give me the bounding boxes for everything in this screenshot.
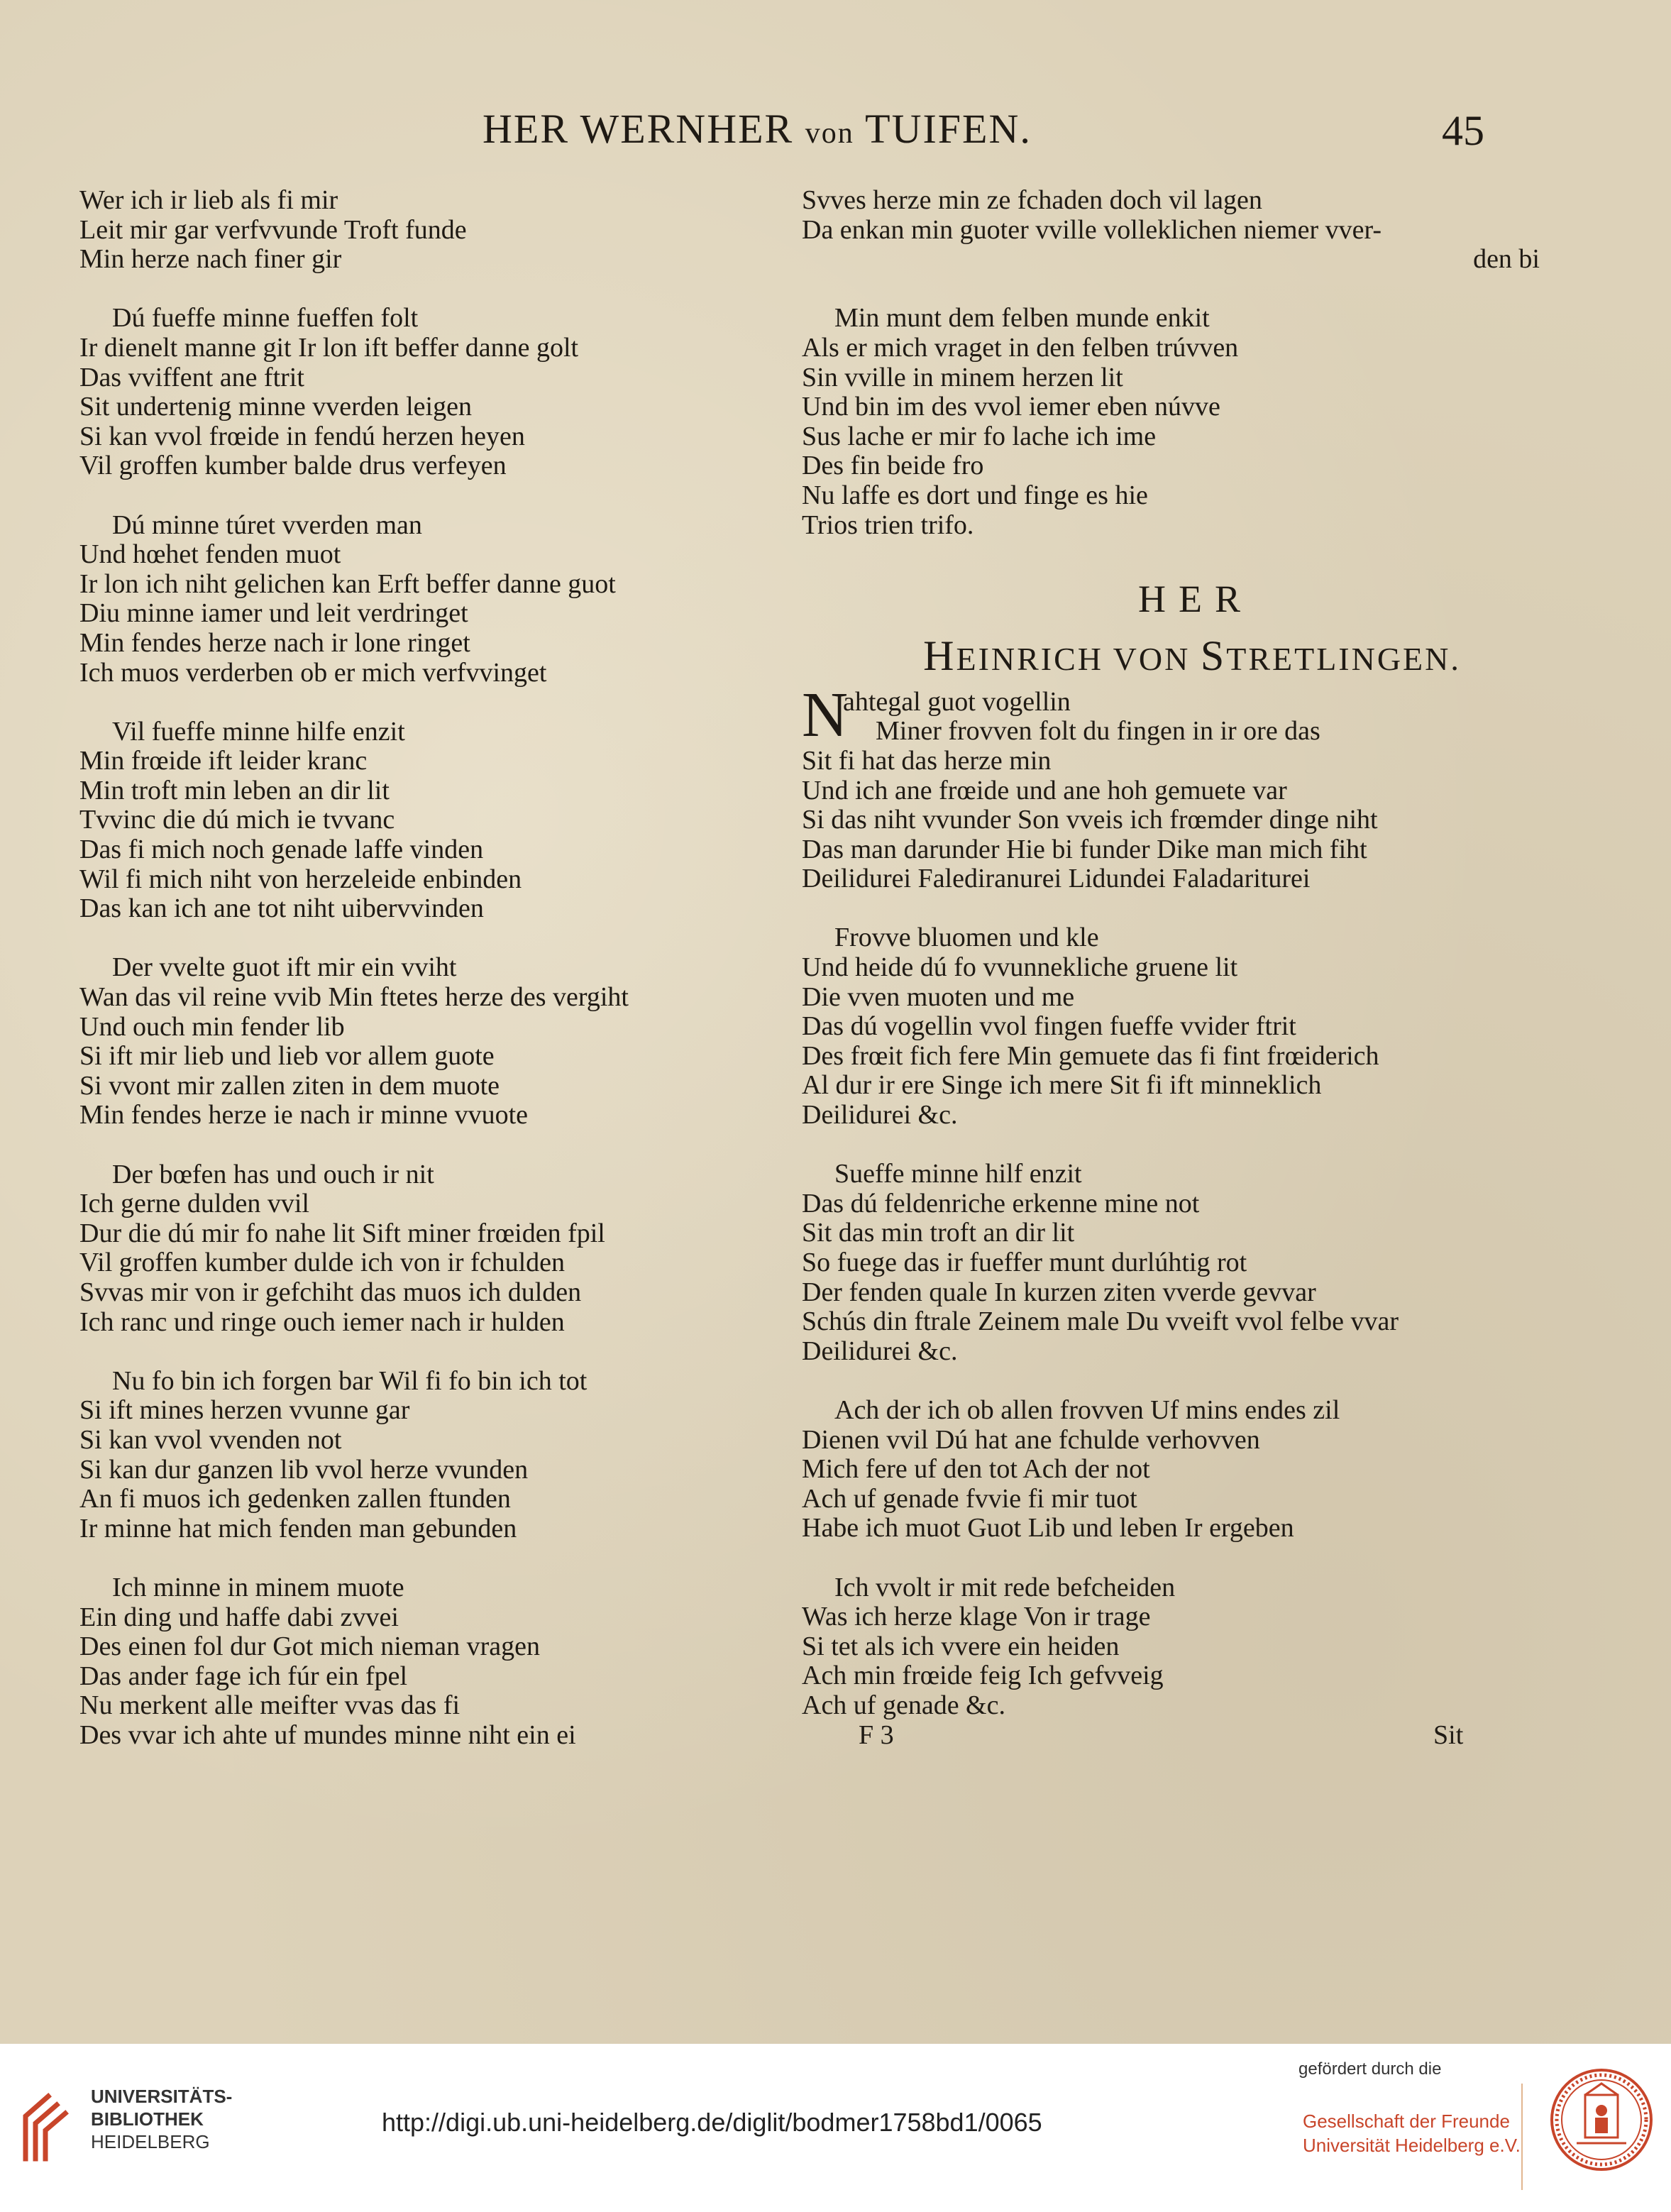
verse-line: Sus lache er mir fo lache ich ime [802, 421, 1157, 451]
verse-line: Ich vvolt ir mit rede befcheiden [834, 1572, 1176, 1602]
verse-line: Des vvar ich ahte uf mundes minne niht ein ei [79, 1719, 576, 1750]
section-title [802, 624, 1582, 688]
library-logo-icon [20, 2088, 70, 2166]
verse-line: Das dú vogellin vvol fingen fueffe vvider ftrit [802, 1011, 1296, 1042]
divider [1521, 2084, 1523, 2190]
initial: S [1200, 632, 1227, 679]
page-footer-line [802, 1721, 1582, 1751]
verse-line: Nu merkent alle meifter vvas das fi [79, 1690, 461, 1721]
verse-line: Dienen vvil Dú hat ane fchulde verhovven [802, 1424, 1260, 1455]
stanza-break [802, 894, 1582, 924]
verse-line: Sueffe minne hilf enzit [834, 1159, 1082, 1189]
stanza-break [79, 924, 789, 954]
verse-line: Ich muos verderben ob er mich verfvvinget [79, 657, 547, 688]
verse-line: Al dur ir ere Singe ich mere Sit fi ift minneklich [802, 1070, 1322, 1101]
verse-line: Das kan ich ane tot niht uibervvinden [79, 893, 484, 924]
page-number: 45 [1442, 107, 1484, 154]
right-column-top [802, 186, 1582, 540]
verse-line: Ir minne hat mich fenden man gebunden [79, 1513, 517, 1544]
verse-line: Sit fi hat das herze min [802, 745, 1052, 776]
stanza-break [802, 275, 1582, 304]
verse-line: Nu fo bin ich forgen bar Wil fi fo bin ich tot [112, 1365, 588, 1396]
drop-cap: N [802, 679, 848, 750]
verse-line: Das vviffent ane ftrit [79, 362, 304, 392]
verse-line: Frovve bluomen und kle [834, 923, 1099, 953]
verse-line: Ir lon ich niht gelichen kan Erft beffer danne guot [79, 568, 616, 599]
library-name-line: UNIVERSITÄTS- [91, 2086, 233, 2107]
verse-line: Und ich ane frœide und ane hoh gemuete var [802, 775, 1287, 805]
permalink-url[interactable]: http://digi.ub.uni-heidelberg.de/diglit/bodmer1758bd1/0065 [382, 2108, 1042, 2137]
verse-line: Der vvelte guot ift mir ein vviht [112, 952, 457, 983]
verse-line: Ich ranc und ringe ouch iemer nach ir hulden [79, 1306, 565, 1337]
running-title [482, 105, 1032, 153]
verse-line: Si kan vvol vvenden not [79, 1424, 342, 1455]
verse-line: Min troft min leben an dir lit [79, 775, 390, 805]
verse-line: Min munt dem felben munde enkit [834, 303, 1210, 334]
spacer [802, 540, 1582, 570]
digitization-footer [0, 2044, 1671, 2212]
verse-line: Deilidurei Falediranurei Lidundei Faladariturei [802, 864, 1311, 894]
verse-line: Wer ich ir lieb als fi mir [79, 185, 338, 215]
verse-line: Ach uf genade &c. [802, 1690, 1005, 1720]
verse-line: Min herze nach finer gir [79, 244, 342, 275]
verse-line: Der bœfen has und ouch ir nit [112, 1159, 434, 1189]
verse-line: An fi muos ich gedenken zallen ftunden [79, 1484, 511, 1514]
left-column [79, 186, 789, 1750]
verse-line: Ein ding und haffe dabi zvvei [79, 1602, 399, 1632]
title-part: HER WERNHER [482, 106, 805, 152]
supported-by-label: gefördert durch die [1298, 2059, 1442, 2079]
sponsor-name [1303, 2109, 1521, 2157]
verse-line: Min fendes herze ie nach ir minne vvuote [79, 1100, 529, 1130]
verse-line: Vil groffen kumber dulde ich von ir fchulden [79, 1248, 565, 1278]
verse-line: Das ander fage ich fúr ein fpel [79, 1661, 408, 1691]
verse-line: Miner frovven folt du fingen in ir ore das [876, 716, 1320, 747]
stanza-break [802, 1366, 1582, 1396]
verse-line: Dur die dú mir fo nahe lit Sift miner frœiden fpil [79, 1218, 605, 1248]
verse-line: Des fin beide fro [802, 451, 984, 481]
verse-line: Habe ich muot Guot Lib und leben Ir ergeben [802, 1513, 1294, 1544]
right-column [802, 186, 1582, 1750]
verse-line: Sit das min troft an dir lit [802, 1218, 1075, 1248]
verse-line: Tvvinc die dú mich ie tvvanc [79, 805, 395, 835]
verse-line: Sin vville in minem herzen lit [802, 362, 1123, 392]
verse-line: Min frœide ift leider kranc [79, 746, 368, 776]
verse-line: Das fi mich noch genade laffe vinden [79, 835, 484, 865]
verse-line: Sit undertenig minne vverden leigen [79, 392, 472, 422]
verse-line: Deilidurei &c. [802, 1100, 958, 1130]
verse-line: Si kan vvol frœide in fendú herzen heyen [79, 421, 525, 451]
stanza-break [802, 1130, 1582, 1160]
verse-line: Ach uf genade fvvie fi mir tuot [802, 1483, 1137, 1514]
verse-line: Si tet als ich vvere ein heiden [802, 1631, 1120, 1661]
sponsor-line: Gesellschaft der Freunde [1303, 2111, 1510, 2132]
verse-line: Leit mir gar verfvvunde Troft funde [79, 214, 467, 245]
verse-line: den bi [1473, 244, 1540, 275]
verse-line: Wan das vil reine vvib Min ftetes herze des vergiht [79, 982, 629, 1013]
title-part: TRETLINGEN. [1226, 640, 1461, 677]
library-name-line: HEIDELBERG [91, 2131, 210, 2152]
running-head [0, 105, 1671, 155]
verse-line: Wil fi mich niht von herzeleide enbinden [79, 864, 522, 894]
verse-line: Ich gerne dulden vvil [79, 1189, 309, 1219]
library-name [91, 2085, 232, 2153]
stanza-break [79, 1337, 789, 1367]
title-part: VON [1103, 640, 1201, 677]
library-name-line: BIBLIOTHEK [91, 2108, 204, 2130]
right-column-bottom [802, 747, 1582, 1721]
verse-line: Des frœit fich fere Min gemuete das fi fint frœiderich [802, 1040, 1379, 1071]
verse-line: Dú fueffe minne fueffen folt [112, 303, 419, 334]
verse-line: Ich minne in minem muote [112, 1572, 404, 1602]
verse-line: Als er mich vraget in den felben trúvven [802, 332, 1239, 363]
verse-line: Schús din ftrale Zeinem male Du vveift vvol felbe vvar [802, 1306, 1399, 1337]
verse-line: Dú minne túret vverden man [112, 510, 422, 540]
verse-line: Ach der ich ob allen frovven Uf mins endes zil [834, 1394, 1340, 1425]
verse-line: Nu laffe es dort und finge es hie [802, 480, 1148, 510]
section-label: HER [1138, 577, 1253, 620]
stanza-break [79, 275, 789, 304]
verse-line: Ach min frœide feig Ich gefvveig [802, 1661, 1164, 1691]
verse-line: Diu minne iamer und leit verdringet [79, 598, 468, 629]
verse-line: Trios trien trifo. [802, 510, 974, 540]
title-part: EINRICH [956, 640, 1104, 677]
title-part: TUIFEN. [854, 106, 1032, 152]
sponsor-line: Universität Heidelberg e.V. [1303, 2135, 1521, 2156]
verse-line: Svves herze min ze fchaden doch vil lagen [802, 185, 1262, 215]
verse-line: Svvas mir von ir gefchiht das muos ich dulden [79, 1277, 582, 1307]
verse-line: Und ouch min fender lib [79, 1011, 345, 1042]
stanza-break [79, 1130, 789, 1160]
verse-line: Si kan dur ganzen lib vvol herze vvunden [79, 1454, 529, 1485]
verse-line: Das man darunder Hie bi funder Dike man mich fiht [802, 834, 1367, 864]
verse-line: Si ift mir lieb und lieb vor allem guote [79, 1041, 495, 1072]
verse-line: Si das niht vvunder Son vveis ich frœmder dinge niht [802, 805, 1378, 835]
verse-line: Das dú feldenriche erkenne mine not [802, 1188, 1200, 1218]
verse-line: Die vven muoten und me [802, 981, 1075, 1012]
stanza-break [802, 1544, 1582, 1573]
verse-line: Vil groffen kumber balde drus verfeyen [79, 451, 507, 481]
verse-line: Ir dienelt manne git Ir lon ift beffer danne golt [79, 332, 579, 363]
verse-line: So fuege das ir fueffer munt durlúhtig rot [802, 1248, 1247, 1277]
verse-line: Si ift mines herzen vvunne gar [79, 1395, 410, 1426]
verse-line: Deilidurei &c. [802, 1336, 958, 1366]
verse-text: ahtegal guot vogellin [843, 686, 1071, 717]
verse-line: Da enkan min guoter vville volleklichen niemer vver- [802, 214, 1382, 245]
stanza-break [79, 688, 789, 717]
verse-line: Des einen fol dur Got mich nieman vragen [79, 1632, 540, 1662]
title-von: von [805, 117, 854, 150]
verse-line: Und bin im des vvol iemer eben núvve [802, 392, 1220, 422]
verse-line: Si vvont mir zallen ziten in dem muote [79, 1070, 500, 1101]
initial: H [923, 632, 956, 679]
verse-line: Vil fueffe minne hilfe enzit [112, 716, 405, 747]
verse-line: Und hœhet fenden muot [79, 539, 341, 570]
catchword: Sit [1433, 1719, 1464, 1750]
stanza-break [79, 1544, 789, 1573]
verse-line: Und heide dú fo vvunnekliche gruene lit [802, 952, 1238, 983]
verse-line: Der fenden quale In kurzen ziten vverde gevvar [802, 1277, 1316, 1307]
signature-mark: F 3 [859, 1719, 894, 1750]
verse-line: Was ich herze klage Von ir trage [802, 1602, 1151, 1632]
verse-line: Min fendes herze nach ir lone ringet [79, 627, 470, 658]
university-seal-icon [1548, 2067, 1655, 2173]
stanza-break [79, 481, 789, 511]
verse-line: Mich fere uf den tot Ach der not [802, 1454, 1150, 1485]
